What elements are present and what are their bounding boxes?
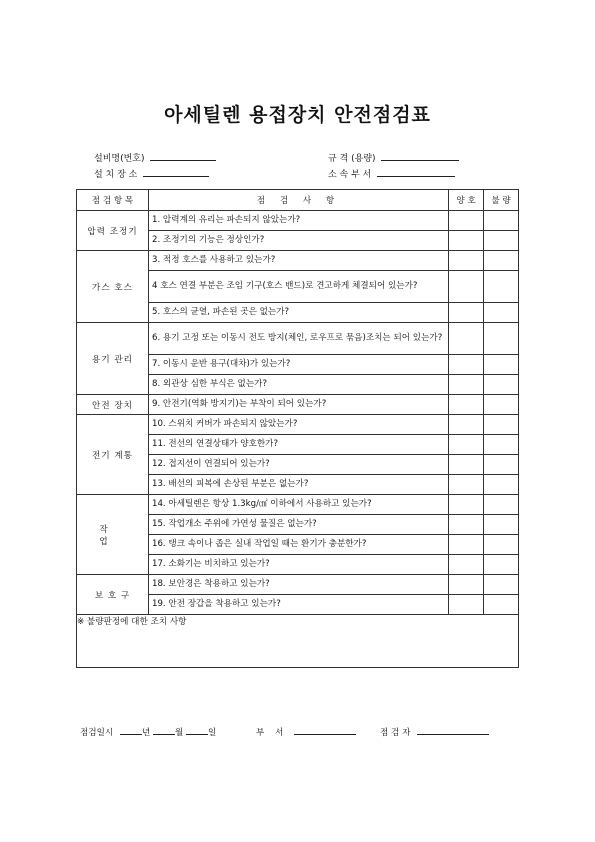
header-row (77, 190, 519, 211)
bad-checkbox[interactable] (484, 211, 519, 231)
day-blank[interactable] (186, 725, 208, 735)
good-checkbox[interactable] (449, 435, 484, 455)
check-item: 4 호스 연결 부분은 조임 기구(호스 밴드)로 견고하게 체결되어 있는가? (149, 271, 449, 303)
bad-checkbox[interactable] (484, 575, 519, 595)
bad-checkbox[interactable] (484, 231, 519, 251)
good-checkbox[interactable] (449, 375, 484, 395)
dept-blank[interactable] (294, 725, 356, 735)
department-label: 소 속 부 서 (328, 170, 372, 180)
month-label: 월 (175, 728, 184, 738)
good-checkbox[interactable] (449, 455, 484, 475)
table-row (77, 211, 519, 231)
bad-checkbox[interactable] (484, 555, 519, 575)
category-cell: 작 업 (77, 495, 149, 575)
table-row (77, 323, 519, 355)
good-checkbox[interactable] (449, 535, 484, 555)
good-checkbox[interactable] (449, 251, 484, 271)
check-item: 15. 작업개소 주위에 가연성 물질은 없는가? (149, 515, 449, 535)
check-item: 3. 적정 호스를 사용하고 있는가? (149, 251, 449, 271)
equipment-name-label: 설비명(번호) (94, 154, 145, 164)
bad-checkbox[interactable] (484, 303, 519, 323)
check-item: 1. 압력계의 유리는 파손되지 않았는가? (149, 211, 449, 231)
bad-checkbox[interactable] (484, 595, 519, 615)
good-checkbox[interactable] (449, 575, 484, 595)
good-checkbox[interactable] (449, 271, 484, 303)
table-row (77, 251, 519, 271)
category-cell: 용기 관리 (77, 323, 149, 395)
footer-inspector (380, 725, 489, 738)
month-blank[interactable] (153, 725, 175, 735)
bad-checkbox[interactable] (484, 375, 519, 395)
check-item: 17. 소화기는 비치하고 있는가? (149, 555, 449, 575)
notes-row (77, 615, 519, 668)
check-item: 2. 조정기의 기능은 정상인가? (149, 231, 449, 251)
spec-label: 규 격 (용량) (328, 154, 376, 164)
check-item: 6. 용기 고정 또는 이동시 전도 방지(체인, 로우프로 묶음)조치는 되어 있는가? (149, 323, 449, 355)
equipment-name-blank[interactable] (150, 152, 216, 161)
location-blank[interactable] (143, 168, 209, 177)
location-label: 설 치 장 소 (94, 170, 138, 180)
date-label: 점검일시 (80, 728, 114, 738)
bad-checkbox[interactable] (484, 435, 519, 455)
bad-checkbox[interactable] (484, 271, 519, 303)
department-blank[interactable] (377, 168, 455, 177)
good-checkbox[interactable] (449, 355, 484, 375)
bad-checkbox[interactable] (484, 535, 519, 555)
category-cell: 가스 호스 (77, 251, 149, 323)
dept-label: 부 서 (256, 728, 288, 738)
footer-department (256, 725, 356, 738)
year-label: 년 (141, 728, 151, 738)
bad-checkbox[interactable] (484, 415, 519, 435)
category-cell: 보 호 구 (77, 575, 149, 615)
check-item: 16. 탱크 속이나 좁은 실내 작업일 때는 환기가 충분한가? (149, 535, 449, 555)
bad-checkbox[interactable] (484, 475, 519, 495)
bad-checkbox[interactable] (484, 515, 519, 535)
inspector-label: 점 검 자 (380, 728, 411, 738)
check-item: 8. 외관상 심한 부식은 없는가? (149, 375, 449, 395)
footer-date (80, 725, 216, 738)
good-checkbox[interactable] (449, 323, 484, 355)
check-item: 19. 안전 장갑을 착용하고 있는가? (149, 595, 449, 615)
header-item: 점 검 사 항 (149, 190, 449, 211)
good-checkbox[interactable] (449, 231, 484, 251)
good-checkbox[interactable] (449, 495, 484, 515)
header-good: 양 호 (449, 190, 484, 211)
spec-field (328, 151, 459, 164)
spec-blank[interactable] (381, 152, 459, 161)
good-checkbox[interactable] (449, 303, 484, 323)
bad-checkbox[interactable] (484, 323, 519, 355)
check-item: 11. 전선의 연결상태가 양호한가? (149, 435, 449, 455)
inspector-blank[interactable] (417, 725, 489, 735)
check-item: 10. 스위치 커버가 파손되지 않았는가? (149, 415, 449, 435)
bad-checkbox[interactable] (484, 251, 519, 271)
good-checkbox[interactable] (449, 211, 484, 231)
table-row (77, 395, 519, 415)
equipment-name-field (94, 151, 216, 164)
check-item: 12. 접지선이 연결되어 있는가? (149, 455, 449, 475)
bad-checkbox[interactable] (484, 355, 519, 375)
bad-checkbox[interactable] (484, 495, 519, 515)
check-item: 9. 안전기(역화 방지기)는 부착이 되어 있는가? (149, 395, 449, 415)
department-field (328, 167, 455, 180)
table-row (77, 575, 519, 595)
location-field (94, 167, 209, 180)
check-item: 13. 배선의 피복에 손상된 부분은 없는가? (149, 475, 449, 495)
year-blank[interactable] (120, 725, 142, 735)
check-item: 7. 이동시 운반 용구(대차)가 있는가? (149, 355, 449, 375)
category-cell: 전기 계통 (77, 415, 149, 495)
bad-checkbox[interactable] (484, 395, 519, 415)
notes-label: ※ 불량판정에 대한 조치 사항 (77, 617, 187, 627)
category-cell: 안전 장치 (77, 395, 149, 415)
good-checkbox[interactable] (449, 475, 484, 495)
check-item: 14. 아세틸렌은 항상 1.3kg/㎠ 이하에서 사용하고 있는가? (149, 495, 449, 515)
day-label: 일 (208, 728, 217, 738)
check-item: 5. 호스의 균열, 파손된 곳은 없는가? (149, 303, 449, 323)
header-bad: 불 량 (484, 190, 519, 211)
good-checkbox[interactable] (449, 415, 484, 435)
corrective-action-notes[interactable] (77, 615, 519, 668)
check-item: 18. 보안경은 착용하고 있는가? (149, 575, 449, 595)
table-row (77, 415, 519, 435)
inspection-table (76, 189, 519, 668)
document-title: 아세틸렌 용접장치 안전점검표 (164, 104, 431, 126)
good-checkbox[interactable] (449, 515, 484, 535)
good-checkbox[interactable] (449, 595, 484, 615)
bad-checkbox[interactable] (484, 455, 519, 475)
header-category: 점 검 항 목 (77, 190, 149, 211)
good-checkbox[interactable] (449, 555, 484, 575)
good-checkbox[interactable] (449, 395, 484, 415)
category-cell: 압력 조정기 (77, 211, 149, 251)
table-row (77, 495, 519, 515)
